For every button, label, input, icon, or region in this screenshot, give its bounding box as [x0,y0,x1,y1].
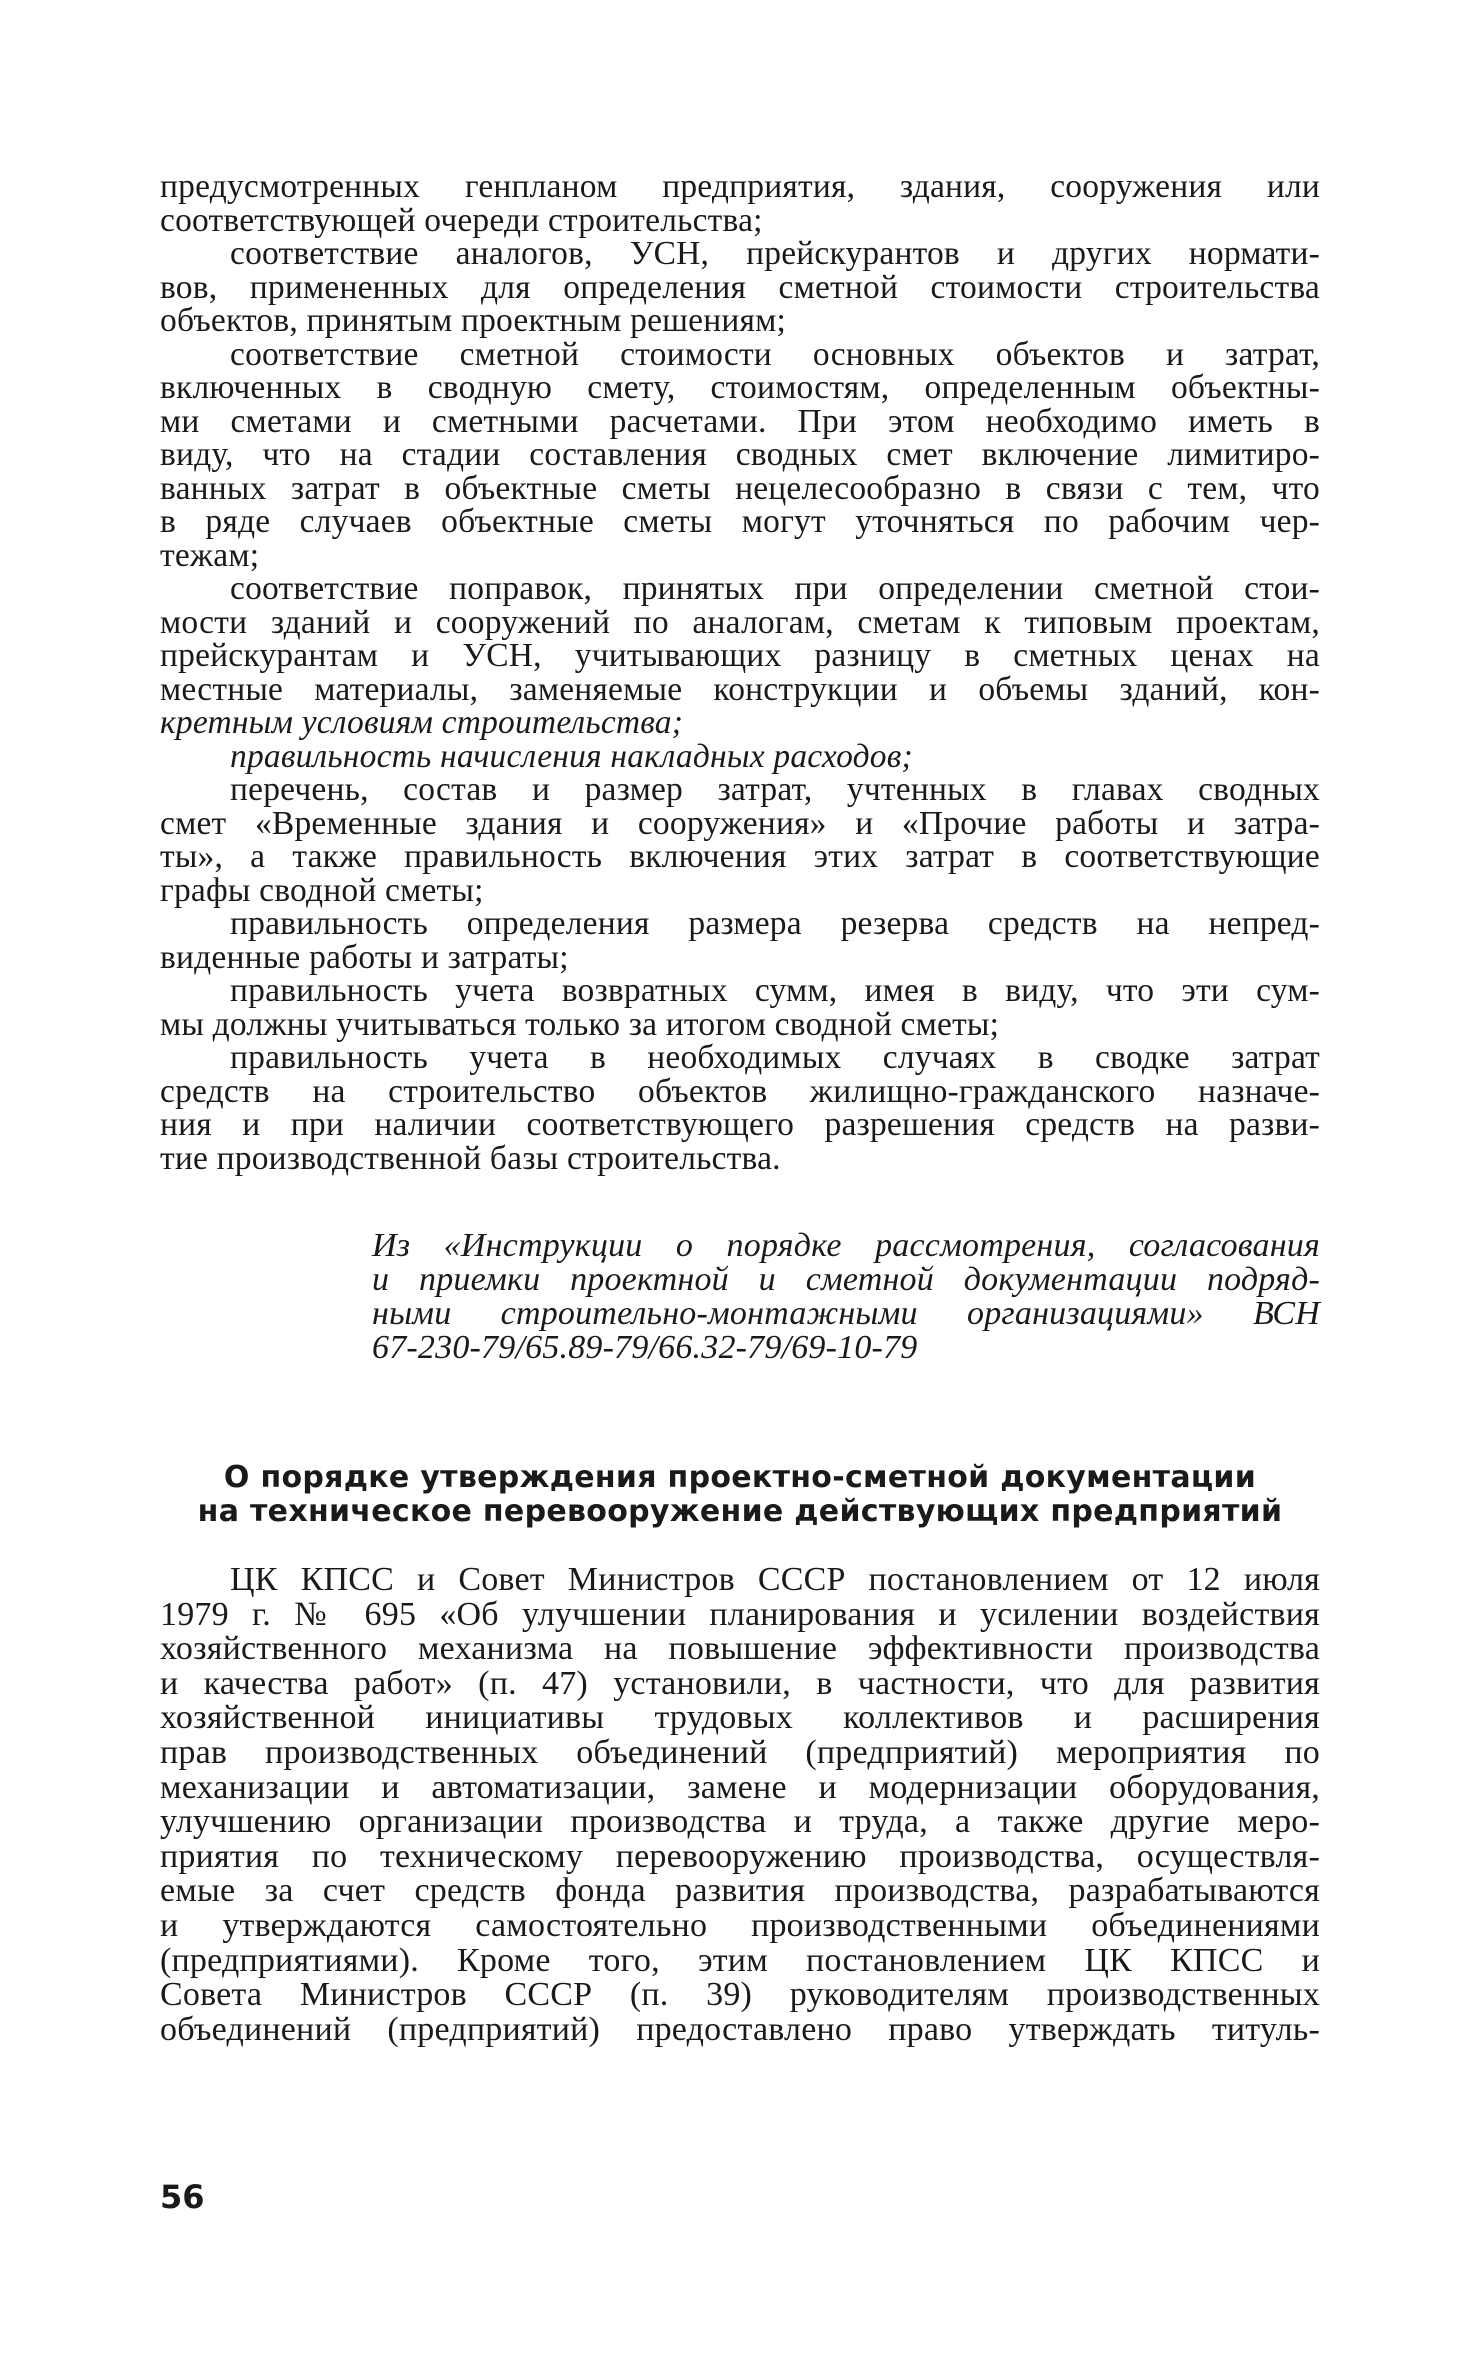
paragraph-9 [160,1041,1320,1175]
text-line: правильность учета возвратных сумм, имея в виду, что эти сум- [230,972,1320,1009]
text-line: тежам; [160,536,260,574]
page-body [160,170,1320,2047]
text-line: ЦК КПСС и Совет Министров СССР постановлением от 12 июля [230,1561,1320,1598]
text-line: хозяйственной инициативы трудовых коллективов и расширения [160,1699,1320,1737]
text-line: правильность учета в необходимых случаях в сводке затрат [230,1039,1320,1076]
text-line: улучшению организации производства и труда, а также другие меро- [160,1803,1320,1841]
text-line: ми сметами и сметными расчетами. При этом необходимо иметь в [160,402,1320,440]
text-line: в ряде случаев объектные сметы могут уточняться по рабочим чер- [160,503,1320,540]
page-number: 56 [160,2178,205,2216]
text-line: емые за счет средств фонда развития производства, разрабатываются [160,1872,1320,1910]
heading-line: О порядке утверждения проектно-сметной документации [223,1460,1257,1495]
text-line: (предприятиями). Кроме того, этим постановлением ЦК КПСС и [160,1941,1320,1979]
text-line: ванных затрат в объектные сметы нецелесообразно в связи с тем, что [160,469,1320,507]
paragraph-3 [160,335,1320,574]
text-line: местные материалы, заменяемые конструкции и объемы зданий, кон- [160,670,1320,708]
text-line: соответствие поправок, принятых при определении сметной стои- [230,570,1320,607]
text-line: соответствующей очереди строительства; [160,201,763,239]
text-line: соответствие сметной стоимости основных объектов и затрат, [230,335,1320,373]
paragraph-5 [160,737,1320,775]
text-line: мости зданий и сооружений по аналогам, сметам к типовым проектам, [160,603,1320,641]
text-line: включенных в сводную смету, стоимостям, определенным объектны- [160,369,1320,406]
text-line: перечень, состав и размер затрат, учтенных в главах сводных [230,771,1320,808]
text-line: объектов, принятым проектным решениям; [160,302,787,339]
text-line: прейскурантам и УСН, учитывающих разницу в сметных ценах на [160,637,1320,674]
text-line: приятия по техническому перевооружению производства, осуществля- [160,1837,1320,1875]
paragraph-2 [160,237,1320,338]
text-line: виденные работы и затраты; [160,938,569,976]
text-line: виду, что на стадии составления сводных смет включение лимитиро- [160,436,1320,473]
text-line: прав производственных объединений (предприятий) мероприятия по [160,1733,1320,1771]
text-line: хозяйственного механизма на повышение эффективности производства [160,1630,1320,1668]
text-line: правильность начисления накладных расходов; [230,737,913,775]
text-line: Совета Министров СССР (п. 39) руководителям производственных [160,1976,1320,2014]
citation-line: и приемки проектной и сметной документации подряд- [372,1261,1320,1298]
text-line: правильность определения размера резерва средств на непред- [230,905,1320,942]
paragraph-7 [160,907,1320,974]
text-line: вов, примененных для определения сметной стоимости строительства [160,268,1320,306]
text-line: графы сводной сметы; [160,871,484,909]
text-line: ты», а также правильность включения этих затрат в соответствующие [160,838,1320,875]
text-line: соответствие аналогов, УСН, прейскурантов и других нормати- [230,235,1320,272]
text-line: 1979 г. № 695 «Об улучшении планирования и усилении воздействия [160,1595,1320,1633]
text-line: кретным условиям строительства; [160,704,684,741]
section-heading [160,1461,1320,1529]
paragraph-8 [160,974,1320,1041]
text-line: механизации и автоматизации, замене и модернизации оборудования, [160,1768,1320,1806]
paragraph-4 [160,572,1320,740]
source-citation [372,1229,1320,1365]
text-line: средств на строительство объектов жилищно-гражданского назначе- [160,1072,1320,1110]
citation-line: ными строительно-монтажными организациями» ВСН [372,1295,1320,1332]
citation-line: Из «Инструкции о порядке рассмотрения, согласования [372,1227,1320,1264]
text-line: тие производственной базы строительства. [160,1139,781,1177]
heading-line: на техническое перевооружение действующих предприятий [197,1494,1283,1529]
text-line: мы должны учитываться только за итогом сводной сметы; [160,1005,1000,1043]
text-line: и утверждаются самостоятельно производственными объединениями [160,1906,1320,1944]
text-line: ния и при наличии соответствующего разрешения средств на разви- [160,1106,1320,1143]
text-line: смет «Временные здания и сооружения» и «Прочие работы и затра- [160,804,1320,842]
paragraph-1 [160,170,1320,237]
text-line: объединений (предприятий) предоставлено право утверждать титуль- [160,2010,1320,2048]
citation-line: 67-230-79/65.89-79/66.32-79/69-10-79 [372,1329,918,1366]
text-line: и качества работ» (п. 47) установили, в частности, что для развития [160,1664,1320,1702]
text-line: предусмотренных генпланом предприятия, здания, сооружения или [160,168,1320,205]
paragraph-6 [160,773,1320,907]
paragraph-10 [160,1563,1320,2047]
